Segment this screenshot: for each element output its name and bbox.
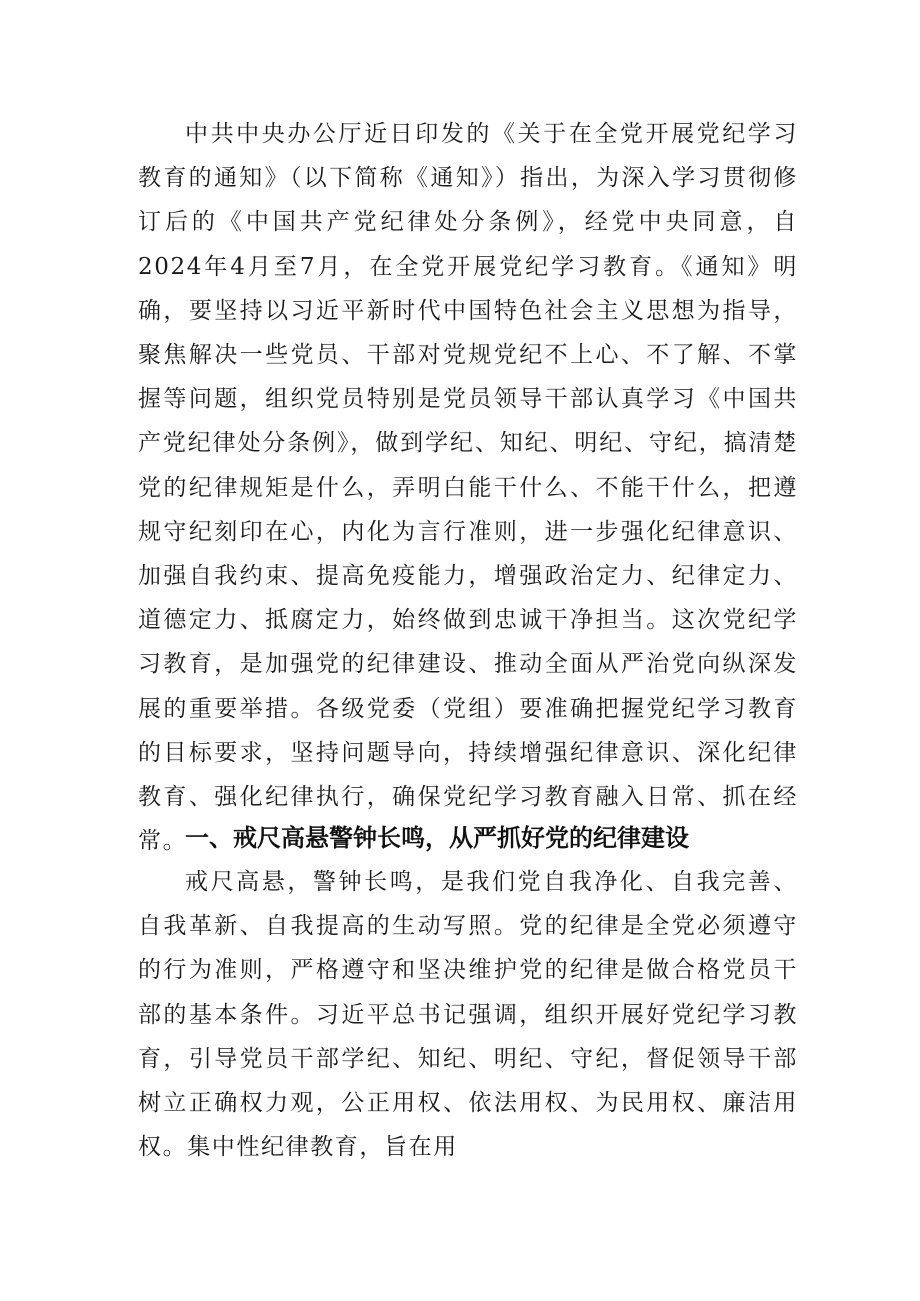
paragraph-intro: 中共中央办公厅近日印发的《关于在全党开展党纪学习教育的通知》（以下简称《通知》）指出，为深入学习贯彻修订后的《中国共产党纪律处分条例》，经党中央同意，自2024年4月至7月，在全党开展党纪学习教育。《通知》明确，要坚持以习近平新时代中国特色社会主义思想为指导，聚焦解决一些党员、干部对党规党纪不上心、不了解、不掌握等问题，组织党员特别是党员领导干部认真学习《中国共产党纪律处分条例》，做到学纪、知纪、明纪、守纪，搞清楚党的纪律规矩是什么，弄明白能干什么、不能干什么，把遵规守纪刻印在心，内化为言行准则，进一步强化纪律意识、加强自我约束、提高免疫能力，增强政治定力、纪律定力、道德定力、抵腐定力，始终做到忠诚干净担当。这次党纪学习教育，是加强党的纪律建设、推动全面从严治党向纵深发展的重要举措。各级党委（党组）要准确把握党纪学习教育的目标要求，坚持问题导向，持续增强纪律意识、深化纪律教育、强化纪律执行，确保党纪学习教育融入日常、抓在经常。 <box>138 121 798 855</box>
section-heading-1: 一、戒尺高悬警钟长鸣，从严抓好党的纪律建设 <box>185 824 689 852</box>
paragraph-section-1: 戒尺高悬，警钟长鸣，是我们党自我净化、自我完善、自我革新、自我提高的生动写照。党的纪律是全党必须遵守的行为准则，严格遵守和坚决维护党的纪律是做合格党员干部的基本条件。习近平总书记强调，组织开展好党纪学习教育，引导党员干部学纪、知纪、明纪、守纪，督促领导干部树立正确权力观，公正用权、依法用权、为民用权、廉洁用权。集中性纪律教育，旨在用 <box>138 869 798 1161</box>
